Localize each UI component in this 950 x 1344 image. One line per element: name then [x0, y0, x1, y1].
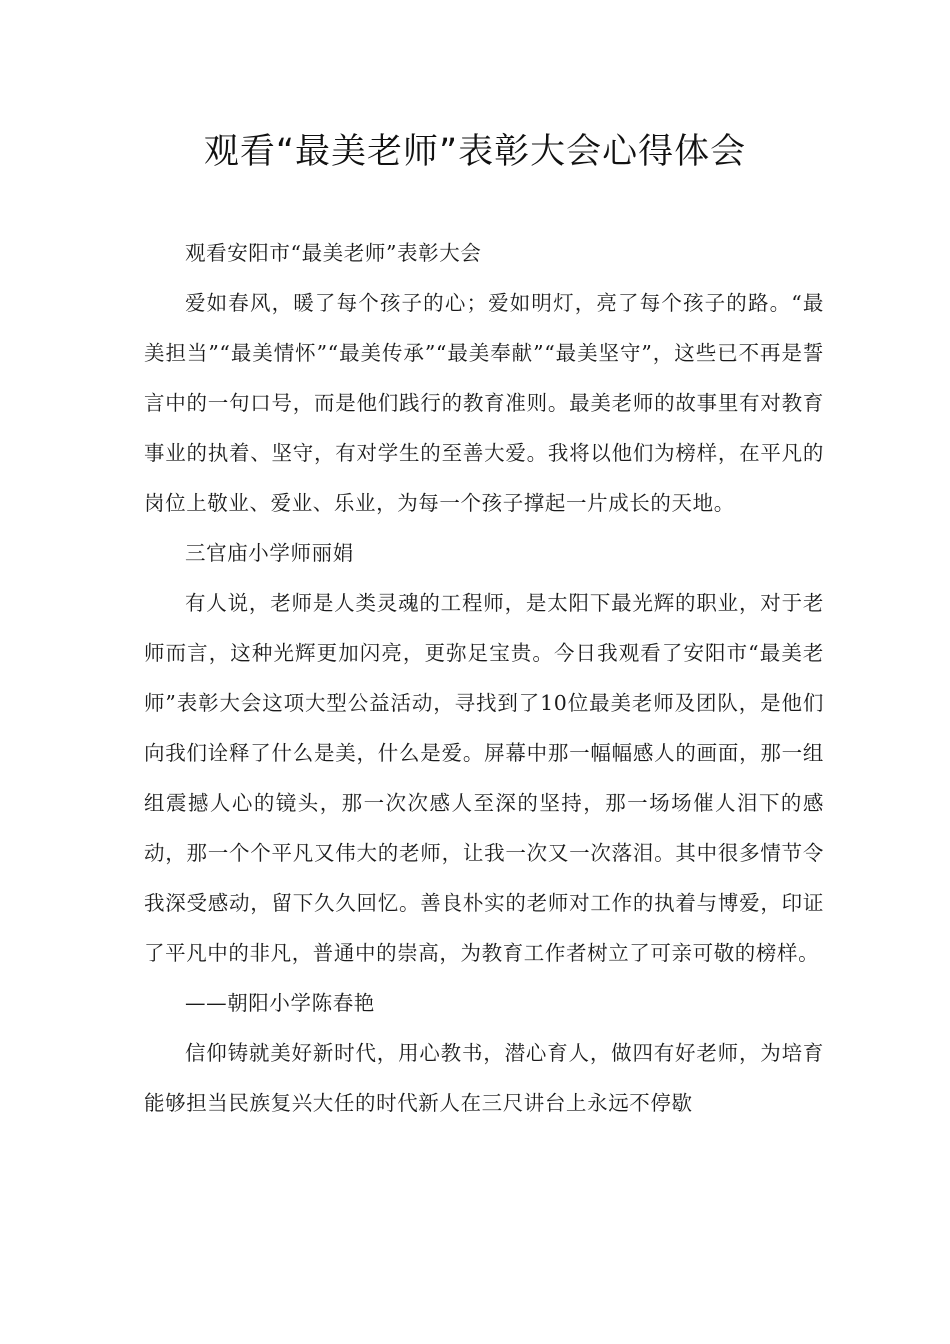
paragraph-author: ——朝阳小学陈春艳: [185, 991, 375, 1015]
paragraph-subtitle: 观看安阳市“最美老师”表彰大会: [185, 241, 482, 265]
paragraph: 有人说，老师是人类灵魂的工程师，是太阳下最光辉的职业，对于老师而言，这种光辉更加闪亮，更弥足宝贵。今日我观看了安阳市“最美老师”表彰大会这项大型公益活动，寻找到了10位最美老师及团队，是他们向我们诠释了什么是美，什么是爱。屏幕中那一幅幅感人的画面，那一组组震撼人心的镜头，那一次次感人至深的坚持，那一场场催人泪下的感动，那一个个平凡又伟大的老师，让我一次又一次落泪。其中很多情节令我深受感动，留下久久回忆。善良朴实的老师对工作的执着与博爱，印证了平凡中的非凡，普通中的崇高，为教育工作者树立了可亲可敬的榜样。: [144, 591, 824, 965]
paragraph: 信仰铸就美好新时代，用心教书，潜心育人，做四有好老师，为培育能够担当民族复兴大任的时代新人在三尺讲台上永远不停歇: [144, 1041, 824, 1115]
paragraph: 爱如春风，暖了每个孩子的心；爱如明灯，亮了每个孩子的路。“最美担当”“最美情怀”“最美传承”“最美奉献”“最美坚守”，这些已不再是誓言中的一句口号，而是他们践行的教育准则。最美老师的故事里有对教育事业的执着、坚守，有对学生的至善大爱。我将以他们为榜样，在平凡的岗位上敬业、爱业、乐业，为每一个孩子撑起一片成长的天地。: [144, 291, 824, 515]
document-body: [144, 228, 824, 1128]
document-title: 观看“最美老师”表彰大会心得体会: [203, 132, 747, 172]
paragraph-author: 三官庙小学师丽娟: [185, 541, 354, 565]
